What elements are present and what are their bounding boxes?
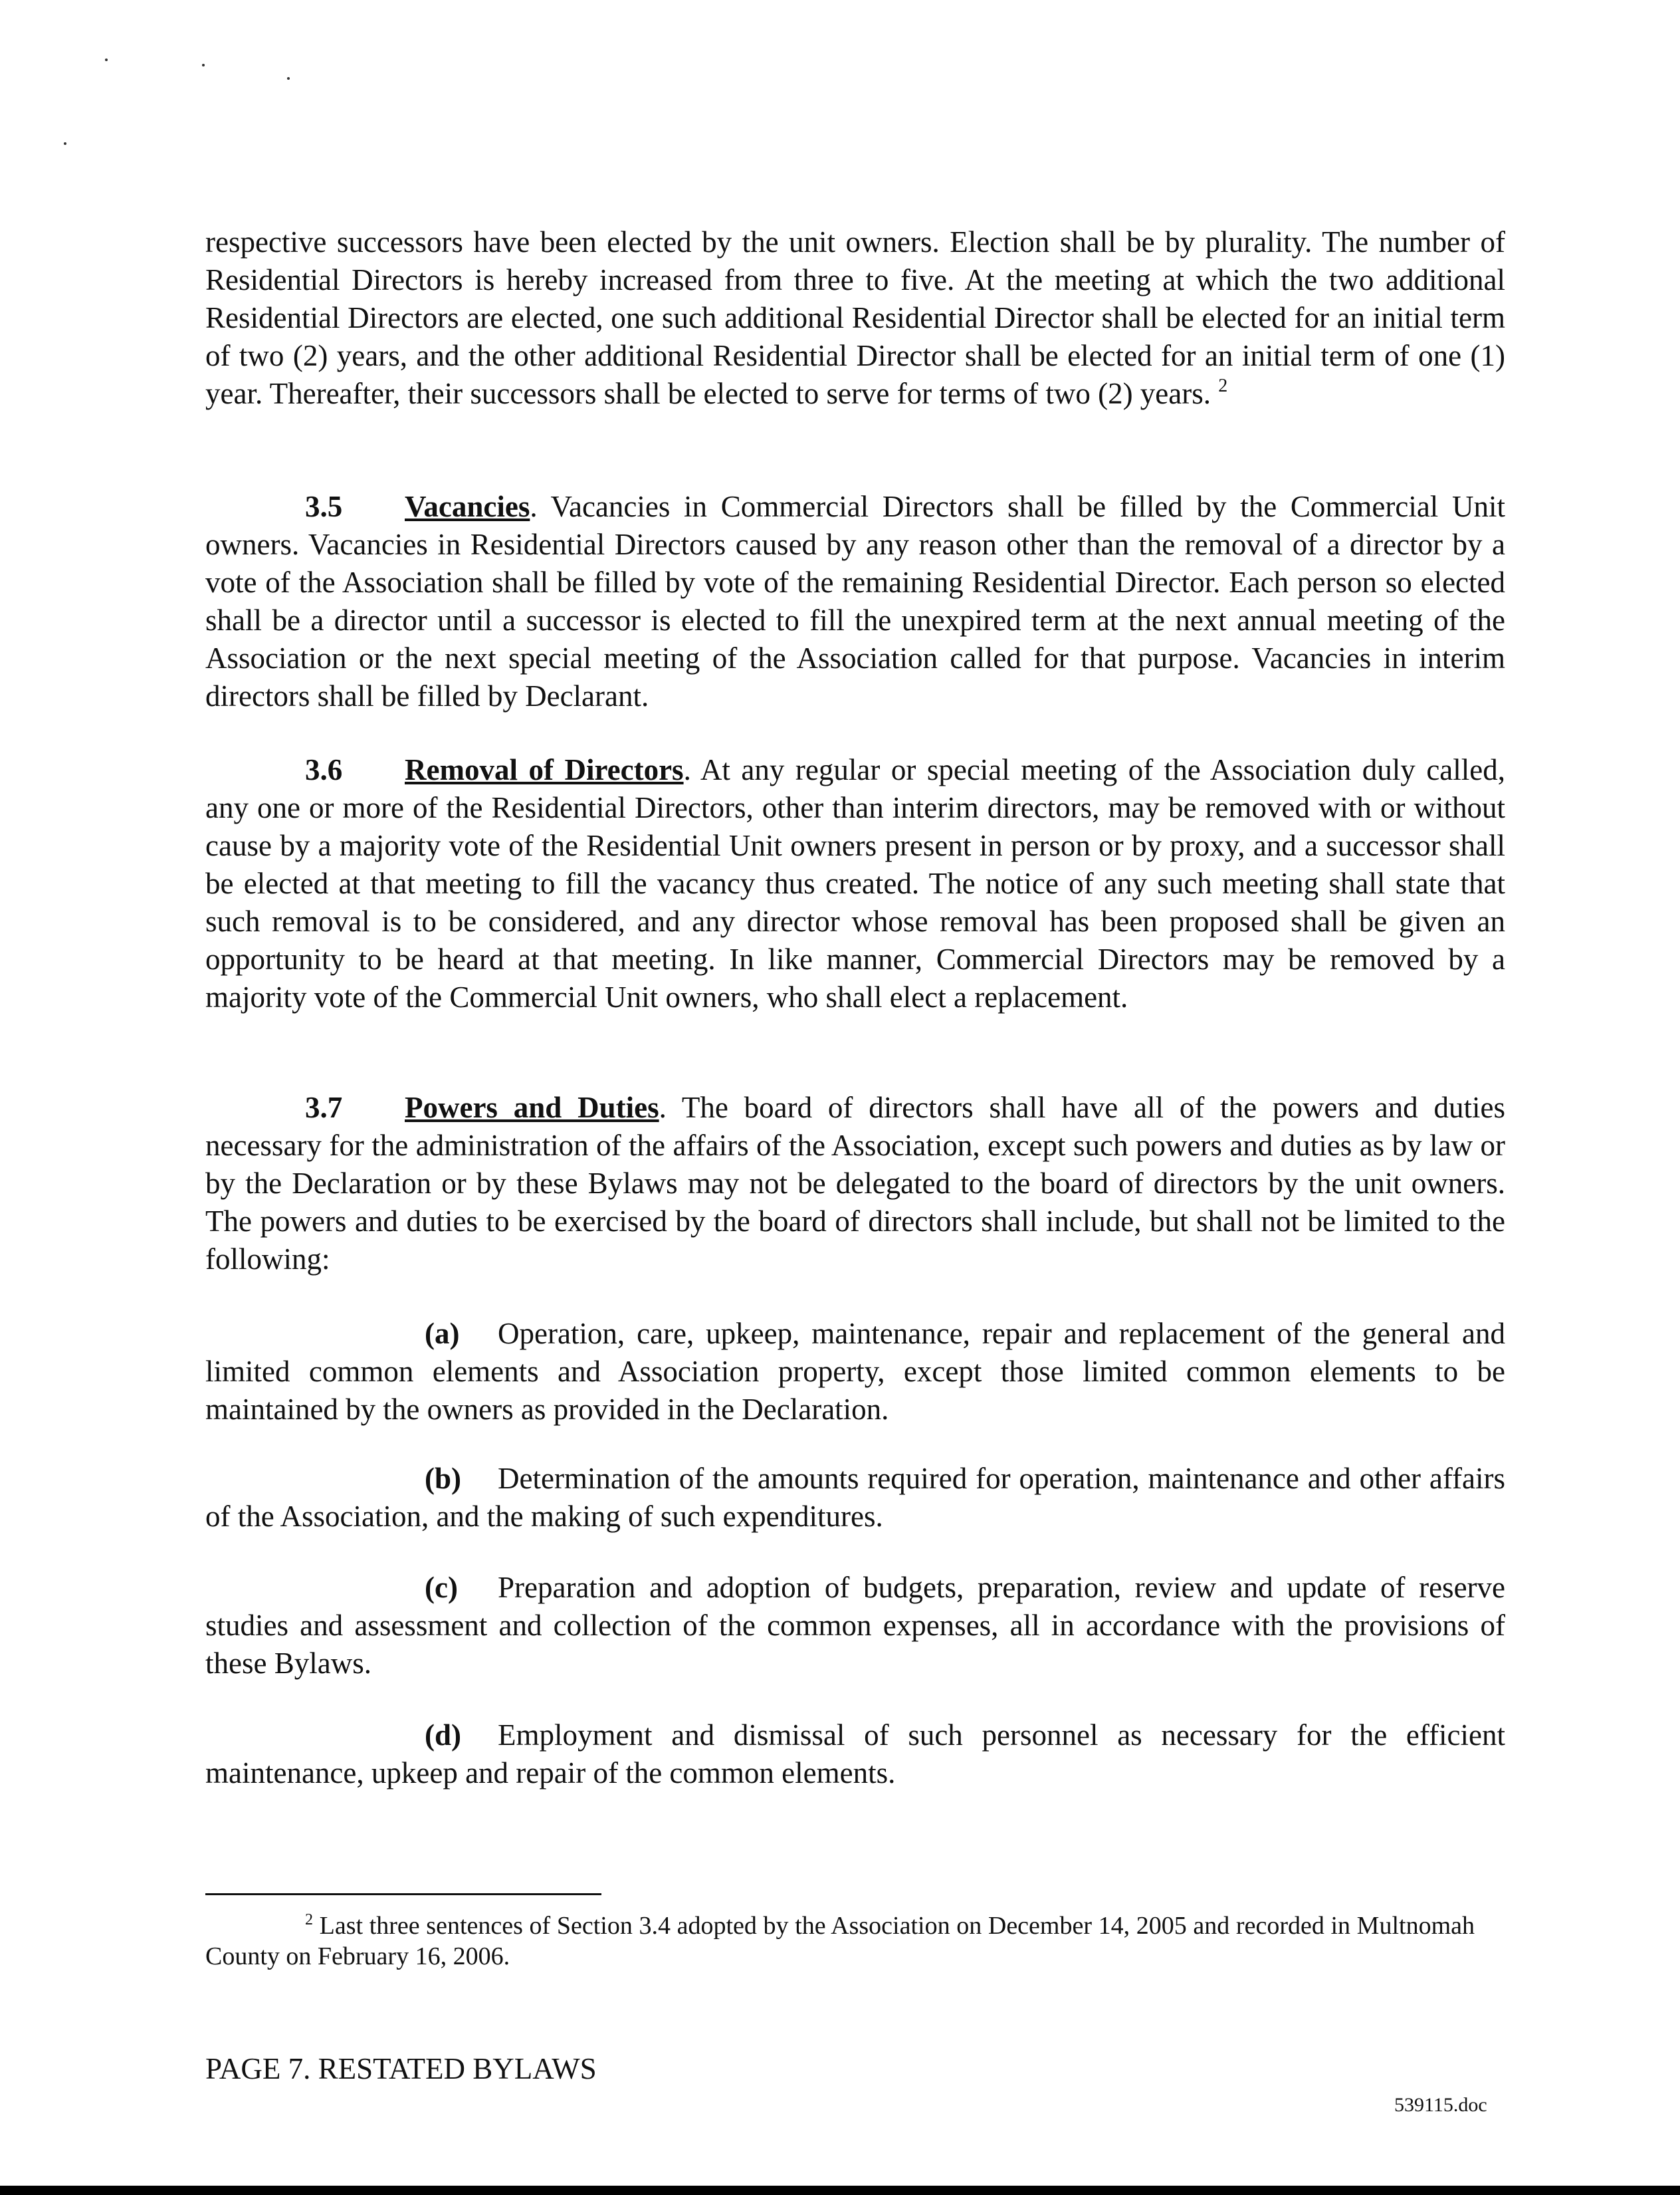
subitem-text: Determination of the amounts required for operation, maintenance and other affairs of the Association, and the making of such expenditures. — [205, 1462, 1505, 1533]
section-text: . At any regular or special meeting of the Association duly called, any one or more of the Residential Directors, other than interim directors, may be removed with or without cause by a majority vote of the Residential Unit owners present in person or by proxy, and a successor shall be elected at that meeting to fill the vacancy thus created. The notice of any such meeting shall state that such removal is to be considered, and any director whose removal has been proposed shall be given an opportunity to be heard at that meeting. In like manner, Commercial Directors may be removed by a majority vote of the Commercial Unit owners, who shall elect a replacement. — [205, 753, 1505, 1014]
section-text: . Vacancies in Commercial Directors shall be filled by the Commercial Unit owners. Vacancies in Residential Directors caused by any reason other than the removal of a director by a vote of the Association shall be filled by vote of the remaining Residential Director. Each person so elected shall be a director until a successor is elected to fill the unexpired term at the next annual meeting of the Association or the next special meeting of the Association called for that purpose. Vacancies in interim directors shall be filled by Declarant. — [205, 490, 1505, 713]
section-title: Vacancies — [405, 490, 530, 523]
subitem-text: Operation, care, upkeep, maintenance, repair and replacement of the general and limited common elements and Association property, except those limited common elements to be maintained by the owners as provided in the Declaration. — [205, 1317, 1505, 1426]
subitem-label: (c) — [425, 1571, 458, 1604]
scan-speck — [105, 58, 108, 61]
page-footer-label: PAGE 7. RESTATED BYLAWS — [205, 2052, 597, 2085]
subitem-label: (b) — [425, 1462, 461, 1495]
subitem-label: (a) — [425, 1317, 460, 1350]
section-number: 3.7 — [305, 1091, 343, 1124]
subitem-text: Employment and dismissal of such personnel as necessary for the efficient maintenance, upkeep and repair of the common elements. — [205, 1718, 1505, 1790]
footnote-text: Last three sentences of Section 3.4 adopted by the Association on December 14, 2005 and recorded in Multnomah County on February 16, 2006. — [205, 1912, 1475, 1970]
scan-bottom-edge — [0, 2186, 1680, 2195]
section-title: Powers and Duties — [405, 1091, 659, 1124]
footnote-reference: 2 — [1218, 376, 1228, 396]
section-number: 3.5 — [305, 490, 343, 523]
scan-speck — [64, 142, 66, 145]
subitem-c — [205, 1569, 1505, 1682]
document-id: 539115.doc — [1394, 2094, 1487, 2116]
footnote-divider — [205, 1893, 601, 1895]
footnote-marker: 2 — [305, 1911, 313, 1928]
section-text: . The board of directors shall have all of the powers and duties necessary for the administration of the affairs of the Association, except such powers and duties as by law or by the Declaration or by these Bylaws may not be delegated to the board of directors by the unit owners. The powers and duties to be exercised by the board of directors shall include, but shall not be limited to the following: — [205, 1091, 1505, 1276]
subitem-b — [205, 1460, 1505, 1536]
subitem-d — [205, 1716, 1505, 1792]
continuation-paragraph — [205, 223, 1505, 413]
section-3-7 — [205, 1089, 1505, 1278]
section-title: Removal of Directors — [405, 753, 684, 786]
subitem-label: (d) — [425, 1718, 461, 1752]
scan-speck — [287, 77, 290, 80]
subitem-a — [205, 1315, 1505, 1429]
section-3-5 — [205, 488, 1505, 715]
scan-speck — [202, 64, 205, 66]
subitem-text: Preparation and adoption of budgets, preparation, review and update of reserve studies and assessment and collection of the common expenses, all in accordance with the provisions of these Bylaws. — [205, 1571, 1505, 1680]
continuation-text: respective successors have been elected by the unit owners. Election shall be by plurality. The number of Residential Directors is hereby increased from three to five. At the meeting at which the two additional Residential Directors are elected, one such additional Residential Director shall be elected for an initial term of two (2) years, and the other additional Residential Director shall be elected for an initial term of one (1) year. Thereafter, their successors shall be elected to serve for terms of two (2) years. — [205, 225, 1505, 410]
section-number: 3.6 — [305, 753, 343, 786]
footnote — [205, 1910, 1475, 1972]
section-3-6 — [205, 751, 1505, 1016]
